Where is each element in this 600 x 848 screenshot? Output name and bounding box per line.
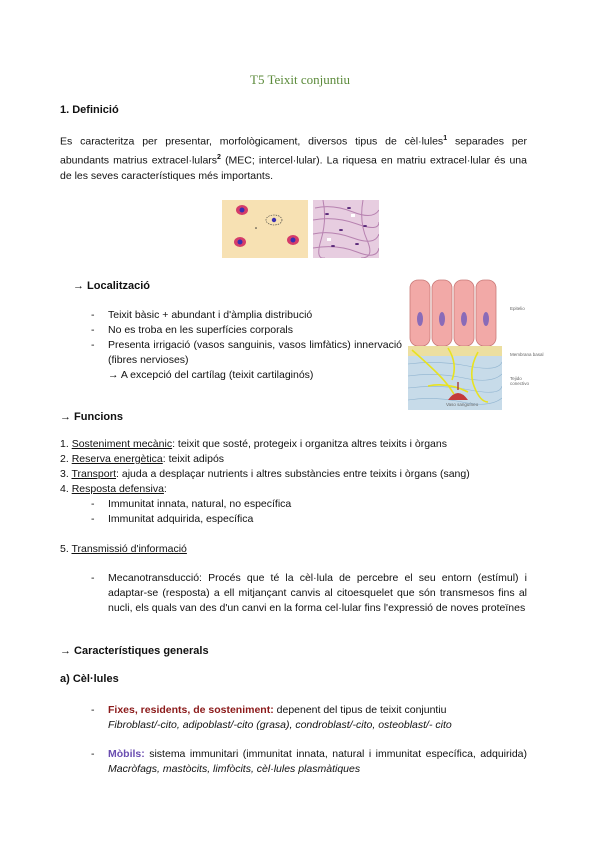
- section-heading-localitzacio: → Localització: [73, 280, 151, 292]
- bullet-dash: -: [91, 324, 95, 336]
- cellules-fixes-examples: Fibroblast/-cito, adipoblast/-cito (grasa), condroblast/-cito, osteoblast/- cito: [108, 719, 452, 731]
- funcio-2: 2. Reserva energètica: teixit adipós: [60, 453, 225, 465]
- definicio-paragraph: Es caracteritza per presentar, morfològicament, diversos tipus de cèl·lules$^1$ separades per abundants matrius extracel·lulars$^2$ (MEC; intercel·lular). La riquesa en matriu extracel·lular és una de les seves característiques més importants.: [60, 135, 527, 182]
- page-title: T5 Teixit conjuntiu: [250, 72, 350, 87]
- cellules-mobils: Mòbils: sistema immunitari (immunitat innata, natural i immunitat específica, adquirida) Macròfags, mastòcits, limfòcits, cèl·lules plasmàtiques: [108, 748, 527, 775]
- figure-label-epitelio: Epitelio: [510, 306, 525, 311]
- funcio-4: 4. Resposta defensiva:: [60, 483, 167, 495]
- funcio-5: 5. Transmissió d'informació: [60, 543, 187, 555]
- funcio-5-item-mecanotransduccio: Mecanotransducció: Procés que té la cèl·lula de percebre el seu entorn (estímul) i adaptar-se (resposta) a ell mitjançant canvis al citoesquelet que són transmesos fins al nucli, els quals van des d'un canvi en la forma cel·lular fins l'expressió de noves proteïnes: [108, 572, 527, 615]
- localitzacio-item-1: Teixit bàsic + abundant i d'àmplia distribució: [108, 309, 313, 321]
- connective-tissue-diagram-image: [222, 200, 308, 258]
- localitzacio-exception: → A excepció del cartílag (teixit cartilaginós): [108, 369, 314, 381]
- funcio-4-item-1: Immunitat innata, natural, no específica: [108, 498, 292, 510]
- cellules-fixes: Fixes, residents, de sosteniment: depenent del tipus de teixit conjuntiu: [108, 704, 447, 716]
- section-heading-funcions: → Funcions: [60, 411, 123, 423]
- section-heading-definicio: 1. Definició: [60, 104, 119, 116]
- bullet-dash: -: [91, 572, 95, 584]
- funcio-4-item-2: Immunitat adquirida, específica: [108, 513, 254, 525]
- subheading-cellules: a) Cèl·lules: [60, 673, 119, 685]
- funcio-1: 1. Sosteniment mecànic: teixit que sosté, protegeix i organitza altres teixits i òrgans: [60, 438, 447, 450]
- bullet-dash: -: [91, 704, 95, 716]
- epithelium-connective-tissue-figure: [408, 274, 502, 410]
- localitzacio-item-2: No es troba en les superfícies corporals: [108, 324, 294, 336]
- figure-label-tejido-conectivo: Tejido conectivo: [510, 376, 530, 386]
- bullet-dash: -: [91, 309, 95, 321]
- figure-label-vaso-sanguineo: Vaso sanguíneo: [446, 402, 479, 407]
- localitzacio-item-3: Presenta irrigació (vasos sanguinis, vasos limfàtics) innervació (fibres nervioses): [108, 339, 402, 366]
- funcio-3: 3. Transport: ajuda a desplaçar nutrients i altres substàncies entre teixits i òrgans (sang): [60, 468, 470, 480]
- bullet-dash: -: [91, 339, 95, 351]
- connective-tissue-micrograph-image: [313, 200, 379, 258]
- bullet-dash: -: [91, 498, 95, 510]
- section-heading-caracteristiques: → Característiques generals: [60, 645, 209, 657]
- figure-label-membrana-basal: Membrana basal: [510, 352, 544, 357]
- bullet-dash: -: [91, 748, 95, 760]
- bullet-dash: -: [91, 513, 95, 525]
